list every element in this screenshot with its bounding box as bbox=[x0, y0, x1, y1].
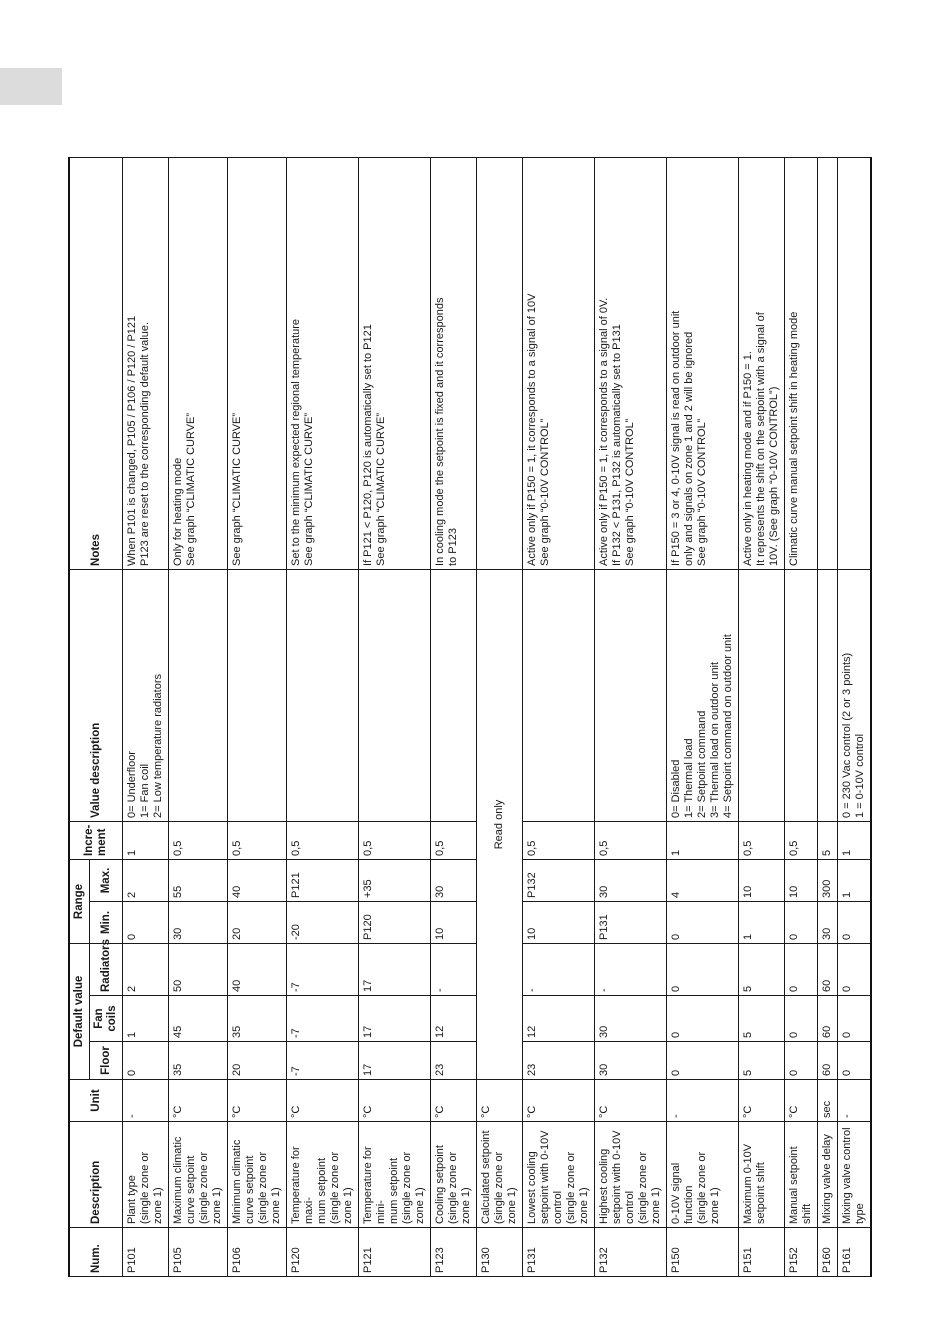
param-description: Maximum 0-10V setpoint shift bbox=[739, 1122, 785, 1228]
param-unit: - bbox=[838, 1080, 872, 1122]
table-row bbox=[287, 157, 359, 1276]
range-max: 10 bbox=[739, 859, 785, 901]
default-floor: 0 bbox=[667, 1042, 739, 1080]
default-fan-coils: 5 bbox=[739, 996, 785, 1042]
header-floor: Floor bbox=[90, 1042, 123, 1080]
param-value-description bbox=[818, 569, 838, 821]
param-notes: Climatic curve manual setpoint shift in heating mode bbox=[785, 157, 818, 569]
parameter-table bbox=[68, 157, 872, 1277]
param-notes bbox=[477, 157, 523, 569]
param-description: Lowest cooling setpoint with 0-10V control (single zone or zone 1) bbox=[523, 1122, 595, 1228]
param-num: P120 bbox=[287, 1228, 359, 1277]
range-max: 30 bbox=[431, 859, 477, 901]
param-unit: °C bbox=[523, 1080, 595, 1122]
range-min: P131 bbox=[595, 901, 667, 943]
default-fan-coils: 60 bbox=[818, 996, 838, 1042]
header-default-value: Default value bbox=[69, 943, 90, 1079]
param-notes: In cooling mode the setpoint is fixed and it corresponds to P123 bbox=[431, 157, 477, 569]
default-floor: 0 bbox=[123, 1042, 169, 1080]
default-floor: 35 bbox=[169, 1042, 228, 1080]
table-row bbox=[359, 157, 431, 1276]
default-fan-coils: 12 bbox=[431, 996, 477, 1042]
header-increment: Incre- ment bbox=[69, 821, 123, 859]
param-description: Temperature for maxi- mum setpoint (single zone or zone 1) bbox=[287, 1122, 359, 1228]
default-radiators: - bbox=[523, 943, 595, 995]
param-increment: 0,5 bbox=[359, 821, 431, 859]
table-row bbox=[523, 157, 595, 1276]
default-fan-coils: -7 bbox=[287, 996, 359, 1042]
header-num: Num. bbox=[69, 1228, 123, 1277]
default-radiators: 40 bbox=[228, 943, 287, 995]
default-floor: 0 bbox=[785, 1042, 818, 1080]
header-radiators: Radiators bbox=[90, 943, 123, 995]
param-increment: 0,5 bbox=[785, 821, 818, 859]
param-unit: °C bbox=[739, 1080, 785, 1122]
header-unit: Unit bbox=[69, 1080, 123, 1122]
param-increment: 0,5 bbox=[523, 821, 595, 859]
param-description: Plant type (single zone or zone 1) bbox=[123, 1122, 169, 1228]
default-fan-coils: 30 bbox=[595, 996, 667, 1042]
default-radiators: 50 bbox=[169, 943, 228, 995]
default-radiators: 0 bbox=[838, 943, 872, 995]
default-fan-coils: 17 bbox=[359, 996, 431, 1042]
default-fan-coils: 12 bbox=[523, 996, 595, 1042]
table-row bbox=[818, 157, 838, 1276]
param-description: Maximum climatic curve setpoint (single zone or zone 1) bbox=[169, 1122, 228, 1228]
range-max: 10 bbox=[785, 859, 818, 901]
default-radiators: - bbox=[595, 943, 667, 995]
default-fan-coils: 0 bbox=[838, 996, 872, 1042]
header-max: Max. bbox=[90, 859, 123, 901]
header-description: Description bbox=[69, 1122, 123, 1228]
param-increment: 1 bbox=[667, 821, 739, 859]
param-value-description bbox=[431, 569, 477, 821]
range-min: 30 bbox=[818, 901, 838, 943]
param-num: P132 bbox=[595, 1228, 667, 1277]
range-max: 300 bbox=[818, 859, 838, 901]
section-tab-marker bbox=[0, 68, 62, 105]
param-value-description bbox=[169, 569, 228, 821]
default-floor: -7 bbox=[287, 1042, 359, 1080]
range-max: 30 bbox=[595, 859, 667, 901]
param-notes: Active only if P150 = 1, it corresponds to a signal of 10V See graph “0-10V CONTROL” bbox=[523, 157, 595, 569]
param-increment: 1 bbox=[123, 821, 169, 859]
param-value-description bbox=[785, 569, 818, 821]
default-floor: 30 bbox=[595, 1042, 667, 1080]
read-only-cell: Read only bbox=[477, 569, 523, 1079]
param-unit: °C bbox=[477, 1080, 523, 1122]
param-notes: When P101 is changed, P105 / P106 / P120 / P121 P123 are reset to the corresponding default value. bbox=[123, 157, 169, 569]
range-min: 10 bbox=[431, 901, 477, 943]
range-min: 0 bbox=[667, 901, 739, 943]
param-notes: Active only if P150 = 1, it corresponds to a signal of 0V. If P132 < P131, P132 is automatically set to P131 See graph “0-10V CONTROL” bbox=[595, 157, 667, 569]
param-description: Mixing valve delay bbox=[818, 1122, 838, 1228]
param-unit: °C bbox=[228, 1080, 287, 1122]
param-increment: 5 bbox=[818, 821, 838, 859]
default-radiators: 60 bbox=[818, 943, 838, 995]
param-description: Mixing valve control type bbox=[838, 1122, 872, 1228]
default-fan-coils: 1 bbox=[123, 996, 169, 1042]
default-fan-coils: 35 bbox=[228, 996, 287, 1042]
param-increment: 0,5 bbox=[169, 821, 228, 859]
range-min: P120 bbox=[359, 901, 431, 943]
param-description: Highest cooling setpoint with 0-10V control (single zone or zone 1) bbox=[595, 1122, 667, 1228]
table-row bbox=[477, 157, 523, 1276]
param-num: P121 bbox=[359, 1228, 431, 1277]
param-description: 0-10V signal function (single zone or zone 1) bbox=[667, 1122, 739, 1228]
range-min: 30 bbox=[169, 901, 228, 943]
range-max: 55 bbox=[169, 859, 228, 901]
range-max: +35 bbox=[359, 859, 431, 901]
param-value-description: 0= Underfloor 1= Fan coil 2= Low temperature radiators bbox=[123, 569, 169, 821]
param-notes: If P150 = 3 or 4, 0-10V signal is read on outdoor unit only and signals on zone 1 and 2 will be ignored See graph “0-10V CONTROL” bbox=[667, 157, 739, 569]
header-notes: Notes bbox=[69, 157, 123, 569]
range-max: 2 bbox=[123, 859, 169, 901]
param-unit: °C bbox=[287, 1080, 359, 1122]
default-radiators: - bbox=[431, 943, 477, 995]
header-value-description: Value description bbox=[69, 569, 123, 821]
default-fan-coils: 0 bbox=[667, 996, 739, 1042]
header-min: Min. bbox=[90, 901, 123, 943]
param-description: Calculated setpoint (single zone or zone 1) bbox=[477, 1122, 523, 1228]
param-increment: 1 bbox=[838, 821, 872, 859]
range-min: 1 bbox=[739, 901, 785, 943]
range-max: 40 bbox=[228, 859, 287, 901]
param-unit: °C bbox=[785, 1080, 818, 1122]
table-row bbox=[838, 157, 872, 1276]
param-num: P151 bbox=[739, 1228, 785, 1277]
range-min: 20 bbox=[228, 901, 287, 943]
param-value-description: 0 = 230 Vac control (2 or 3 points) 1 = 0-10V control bbox=[838, 569, 872, 821]
default-fan-coils: 0 bbox=[785, 996, 818, 1042]
table-row bbox=[169, 157, 228, 1276]
param-unit: - bbox=[667, 1080, 739, 1122]
header-row-1 bbox=[69, 157, 90, 1276]
rotated-table-container bbox=[68, 158, 866, 1277]
param-value-description bbox=[595, 569, 667, 821]
table-row bbox=[785, 157, 818, 1276]
param-num: P106 bbox=[228, 1228, 287, 1277]
param-increment: 0,5 bbox=[228, 821, 287, 859]
default-radiators: 17 bbox=[359, 943, 431, 995]
default-radiators: 0 bbox=[785, 943, 818, 995]
param-increment: 0,5 bbox=[595, 821, 667, 859]
param-unit: °C bbox=[431, 1080, 477, 1122]
param-unit: - bbox=[123, 1080, 169, 1122]
default-floor: 20 bbox=[228, 1042, 287, 1080]
param-value-description bbox=[523, 569, 595, 821]
param-unit: °C bbox=[169, 1080, 228, 1122]
param-unit: °C bbox=[595, 1080, 667, 1122]
param-value-description bbox=[287, 569, 359, 821]
param-num: P105 bbox=[169, 1228, 228, 1277]
param-num: P101 bbox=[123, 1228, 169, 1277]
param-value-description bbox=[228, 569, 287, 821]
range-max: P132 bbox=[523, 859, 595, 901]
param-increment: 0,5 bbox=[431, 821, 477, 859]
parameter-table-frame bbox=[68, 158, 866, 1277]
table-row bbox=[431, 157, 477, 1276]
default-floor: 17 bbox=[359, 1042, 431, 1080]
header-range: Range bbox=[69, 859, 90, 943]
param-notes: Only for heating mode See graph “CLIMATIC CURVE” bbox=[169, 157, 228, 569]
range-min: 0 bbox=[838, 901, 872, 943]
default-floor: 0 bbox=[838, 1042, 872, 1080]
default-fan-coils: 45 bbox=[169, 996, 228, 1042]
table-row bbox=[123, 157, 169, 1276]
table-row bbox=[739, 157, 785, 1276]
param-unit: sec bbox=[818, 1080, 838, 1122]
param-num: P131 bbox=[523, 1228, 595, 1277]
default-floor: 23 bbox=[431, 1042, 477, 1080]
table-row bbox=[595, 157, 667, 1276]
default-radiators: 0 bbox=[667, 943, 739, 995]
default-floor: 60 bbox=[818, 1042, 838, 1080]
param-value-description: 0= Disabled 1= Thermal load 2= Setpoint command 3= Thermal load on outdoor unit 4= Setpoint command on outdoor unit bbox=[667, 569, 739, 821]
param-num: P130 bbox=[477, 1228, 523, 1277]
default-radiators: 5 bbox=[739, 943, 785, 995]
range-min: 0 bbox=[785, 901, 818, 943]
param-notes: See graph “CLIMATIC CURVE” bbox=[228, 157, 287, 569]
param-notes bbox=[838, 157, 872, 569]
param-unit: °C bbox=[359, 1080, 431, 1122]
table-row bbox=[228, 157, 287, 1276]
param-num: P161 bbox=[838, 1228, 872, 1277]
param-value-description bbox=[359, 569, 431, 821]
range-min: -20 bbox=[287, 901, 359, 943]
param-description: Temperature for mini- mum setpoint (single zone or zone 1) bbox=[359, 1122, 431, 1228]
range-min: 10 bbox=[523, 901, 595, 943]
param-value-description bbox=[739, 569, 785, 821]
default-floor: 5 bbox=[739, 1042, 785, 1080]
param-description: Cooling setpoint (single zone or zone 1) bbox=[431, 1122, 477, 1228]
range-min: 0 bbox=[123, 901, 169, 943]
param-num: P150 bbox=[667, 1228, 739, 1277]
param-notes bbox=[818, 157, 838, 569]
table-row bbox=[667, 157, 739, 1276]
range-max: 4 bbox=[667, 859, 739, 901]
param-description: Manual setpoint shift bbox=[785, 1122, 818, 1228]
param-description: Minimum climatic curve setpoint (single zone or zone 1) bbox=[228, 1122, 287, 1228]
param-num: P152 bbox=[785, 1228, 818, 1277]
header-fan-coils: Fan coils bbox=[90, 996, 123, 1042]
range-max: P121 bbox=[287, 859, 359, 901]
param-notes: Set to the minimum expected regional temperature See graph “CLIMATIC CURVE” bbox=[287, 157, 359, 569]
param-increment: 0,5 bbox=[739, 821, 785, 859]
range-max: 1 bbox=[838, 859, 872, 901]
param-num: P123 bbox=[431, 1228, 477, 1277]
param-num: P160 bbox=[818, 1228, 838, 1277]
default-radiators: -7 bbox=[287, 943, 359, 995]
param-notes: If P121 < P120, P120 is automatically set to P121 See graph “CLIMATIC CURVE” bbox=[359, 157, 431, 569]
param-notes: Active only in heating mode and if P150 = 1. It represents the shift on the setpoint with a signal of 10V. (See graph “0-10V CONTROL”) bbox=[739, 157, 785, 569]
default-floor: 23 bbox=[523, 1042, 595, 1080]
param-increment: 0,5 bbox=[287, 821, 359, 859]
default-radiators: 2 bbox=[123, 943, 169, 995]
